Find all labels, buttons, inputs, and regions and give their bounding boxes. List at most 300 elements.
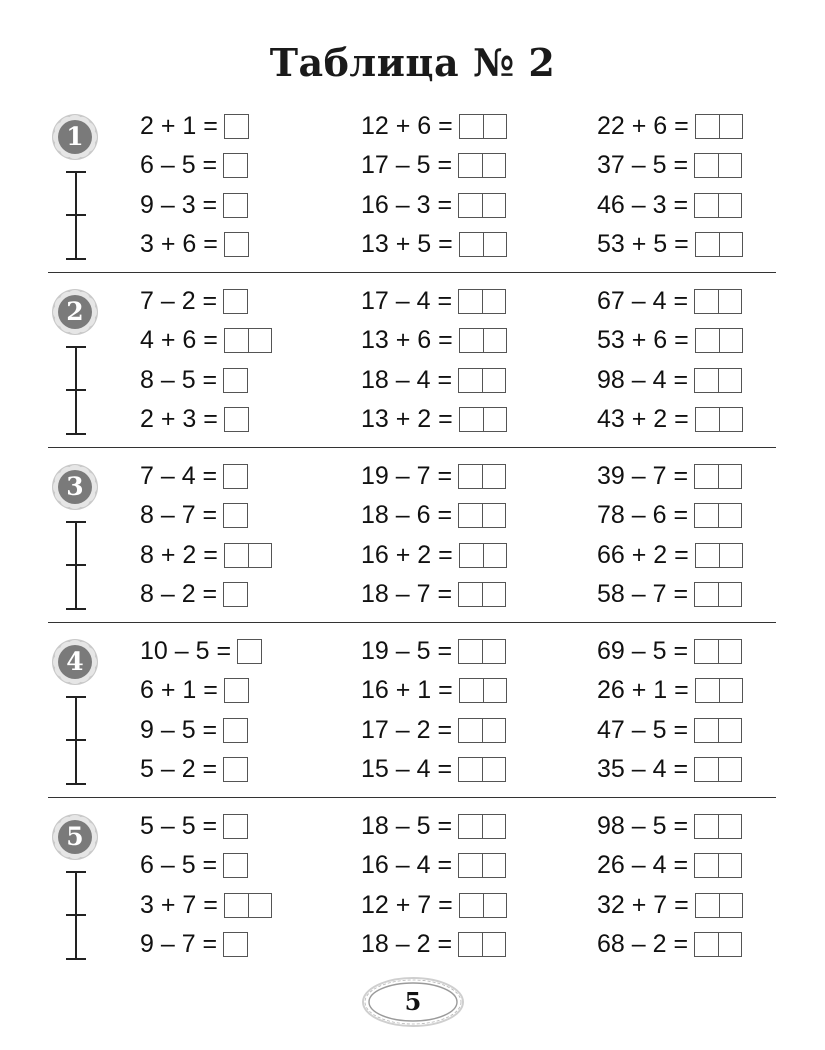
answer-cell[interactable]	[238, 640, 261, 663]
answer-cell[interactable]	[459, 854, 482, 877]
answer-box[interactable]	[224, 407, 249, 432]
answer-cell[interactable]	[459, 583, 482, 606]
answer-cell[interactable]	[482, 815, 505, 838]
equation	[361, 286, 506, 316]
equation	[597, 579, 742, 609]
two-digit-answer-box[interactable]	[695, 893, 743, 918]
answer-box[interactable]	[224, 114, 249, 139]
section-number: 3	[66, 472, 84, 501]
answer-box[interactable]	[223, 718, 248, 743]
equation	[140, 190, 248, 220]
equation	[140, 404, 249, 434]
equation-text: 19 – 5 =	[361, 636, 453, 665]
answer-cell[interactable]	[695, 194, 718, 217]
equation	[597, 286, 742, 316]
equation	[361, 929, 506, 959]
two-digit-answer-box[interactable]	[458, 368, 506, 393]
equation-text: 18 – 5 =	[361, 811, 453, 840]
answer-cell[interactable]	[483, 408, 506, 431]
two-digit-answer-box[interactable]	[458, 639, 506, 664]
answer-cell[interactable]	[483, 329, 506, 352]
answer-cell[interactable]	[695, 504, 718, 527]
two-digit-answer-box[interactable]	[459, 893, 507, 918]
two-digit-answer-box[interactable]	[224, 893, 272, 918]
answer-cell[interactable]	[719, 679, 742, 702]
equation	[361, 150, 506, 180]
answer-cell[interactable]	[483, 115, 506, 138]
equation	[597, 850, 742, 880]
answer-cell[interactable]	[248, 329, 271, 352]
equation	[140, 636, 262, 666]
answer-cell[interactable]	[718, 640, 741, 663]
equation	[597, 461, 742, 491]
equation-text: 6 – 5 =	[140, 150, 218, 179]
equation-text: 13 + 2 =	[361, 404, 453, 433]
answer-cell[interactable]	[695, 719, 718, 742]
equation-text: 69 – 5 =	[597, 636, 689, 665]
equation-text: 43 + 2 =	[597, 404, 689, 433]
answer-box[interactable]	[223, 932, 248, 957]
two-digit-answer-box[interactable]	[459, 114, 507, 139]
two-digit-answer-box[interactable]	[458, 464, 506, 489]
equation	[597, 404, 743, 434]
equation	[597, 715, 742, 745]
equation	[361, 229, 507, 259]
answer-cell[interactable]	[696, 115, 719, 138]
answer-cell[interactable]	[459, 290, 482, 313]
equation	[361, 636, 506, 666]
section-number: 4	[66, 647, 84, 676]
answer-cell[interactable]	[719, 115, 742, 138]
two-digit-answer-box[interactable]	[694, 932, 742, 957]
equation	[140, 111, 249, 141]
section-divider	[48, 622, 776, 623]
two-digit-answer-box[interactable]	[694, 718, 742, 743]
answer-cell[interactable]	[483, 544, 506, 567]
answer-cell[interactable]	[224, 465, 247, 488]
equation	[597, 636, 742, 666]
equation	[597, 929, 742, 959]
equation	[361, 890, 507, 920]
answer-cell[interactable]	[225, 329, 248, 352]
page-number-badge	[361, 976, 465, 1028]
answer-box[interactable]	[223, 853, 248, 878]
section-badge	[51, 288, 99, 336]
equation	[361, 811, 506, 841]
answer-box[interactable]	[223, 757, 248, 782]
equation	[140, 890, 272, 920]
equation-text: 98 – 4 =	[597, 365, 689, 394]
equation	[140, 229, 249, 259]
equation	[597, 754, 742, 784]
equation	[140, 461, 248, 491]
equation	[140, 850, 248, 880]
equation	[140, 500, 248, 530]
two-digit-answer-box[interactable]	[695, 328, 743, 353]
answer-cell[interactable]	[482, 369, 505, 392]
equation	[361, 404, 507, 434]
answer-cell[interactable]	[482, 854, 505, 877]
answer-cell[interactable]	[460, 115, 483, 138]
section-divider	[48, 797, 776, 798]
equation-text: 26 + 1 =	[597, 675, 689, 704]
equation-text: 2 + 1 =	[140, 111, 218, 140]
answer-cell[interactable]	[459, 465, 482, 488]
exercise-section	[0, 453, 825, 628]
equation	[140, 286, 248, 316]
section-badge	[51, 638, 99, 686]
answer-cell[interactable]	[696, 329, 719, 352]
two-digit-answer-box[interactable]	[694, 289, 742, 314]
section-divider	[48, 447, 776, 448]
equation	[140, 365, 248, 395]
answer-cell[interactable]	[225, 894, 248, 917]
answer-cell[interactable]	[224, 194, 247, 217]
equation-text: 15 – 4 =	[361, 754, 453, 783]
answer-cell[interactable]	[718, 719, 741, 742]
answer-cell[interactable]	[224, 719, 247, 742]
answer-cell[interactable]	[718, 369, 741, 392]
equation	[597, 811, 742, 841]
answer-cell[interactable]	[224, 369, 247, 392]
equation-text: 18 – 4 =	[361, 365, 453, 394]
answer-cell[interactable]	[695, 854, 718, 877]
answer-cell[interactable]	[695, 640, 718, 663]
answer-cell[interactable]	[224, 933, 247, 956]
equation-text: 39 – 7 =	[597, 461, 689, 490]
answer-cell[interactable]	[695, 290, 718, 313]
answer-cell[interactable]	[224, 758, 247, 781]
equation-text: 12 + 6 =	[361, 111, 453, 140]
answer-cell[interactable]	[248, 544, 271, 567]
equation	[361, 500, 506, 530]
equation-text: 17 – 4 =	[361, 286, 453, 315]
two-digit-answer-box[interactable]	[694, 503, 742, 528]
answer-cell[interactable]	[224, 290, 247, 313]
answer-box[interactable]	[223, 464, 248, 489]
two-digit-answer-box[interactable]	[459, 328, 507, 353]
equation-text: 8 – 2 =	[140, 579, 218, 608]
equation	[597, 540, 743, 570]
equation	[140, 150, 248, 180]
equation-text: 3 + 6 =	[140, 229, 218, 258]
answer-cell[interactable]	[459, 758, 482, 781]
equation	[361, 461, 506, 491]
equation-text: 46 – 3 =	[597, 190, 689, 219]
equation-text: 8 – 5 =	[140, 365, 218, 394]
equation-text: 4 + 6 =	[140, 325, 218, 354]
equation-text: 22 + 6 =	[597, 111, 689, 140]
equation-text: 53 + 5 =	[597, 229, 689, 258]
answer-cell[interactable]	[696, 408, 719, 431]
two-digit-answer-box[interactable]	[695, 678, 743, 703]
equation-text: 67 – 4 =	[597, 286, 689, 315]
two-digit-answer-box[interactable]	[695, 407, 743, 432]
two-digit-answer-box[interactable]	[694, 814, 742, 839]
answer-cell[interactable]	[695, 369, 718, 392]
two-digit-answer-box[interactable]	[694, 464, 742, 489]
equation	[597, 111, 743, 141]
equation	[361, 540, 507, 570]
equation-text: 16 – 4 =	[361, 850, 453, 879]
two-digit-answer-box[interactable]	[458, 718, 506, 743]
equation-text: 13 + 5 =	[361, 229, 453, 258]
equation-text: 7 – 4 =	[140, 461, 218, 490]
answer-cell[interactable]	[718, 194, 741, 217]
two-digit-answer-box[interactable]	[458, 153, 506, 178]
equation-text: 16 + 2 =	[361, 540, 453, 569]
answer-cell[interactable]	[718, 154, 741, 177]
answer-cell[interactable]	[483, 679, 506, 702]
equation-text: 9 – 5 =	[140, 715, 218, 744]
equation	[361, 325, 507, 355]
two-digit-answer-box[interactable]	[695, 114, 743, 139]
answer-cell[interactable]	[696, 233, 719, 256]
answer-cell[interactable]	[718, 758, 741, 781]
answer-cell[interactable]	[695, 465, 718, 488]
answer-cell[interactable]	[459, 719, 482, 742]
page-number: 5	[404, 987, 422, 1016]
two-digit-answer-box[interactable]	[695, 543, 743, 568]
answer-cell[interactable]	[718, 933, 741, 956]
answer-cell[interactable]	[482, 194, 505, 217]
answer-box[interactable]	[237, 639, 262, 664]
answer-cell[interactable]	[719, 544, 742, 567]
answer-cell[interactable]	[225, 679, 248, 702]
ladder-icon	[66, 521, 86, 609]
equation	[597, 150, 742, 180]
two-digit-answer-box[interactable]	[694, 582, 742, 607]
answer-cell[interactable]	[460, 544, 483, 567]
equation	[597, 675, 743, 705]
two-digit-answer-box[interactable]	[694, 757, 742, 782]
answer-cell[interactable]	[459, 640, 482, 663]
answer-cell[interactable]	[225, 544, 248, 567]
equation-text: 32 + 7 =	[597, 890, 689, 919]
equation-text: 68 – 2 =	[597, 929, 689, 958]
answer-cell[interactable]	[695, 583, 718, 606]
page-title: Таблица № 2	[269, 40, 556, 85]
answer-cell[interactable]	[224, 583, 247, 606]
exercise-section	[0, 803, 825, 978]
exercise-section	[0, 103, 825, 278]
answer-cell[interactable]	[719, 894, 742, 917]
answer-cell[interactable]	[695, 933, 718, 956]
equation	[140, 325, 272, 355]
equation-text: 47 – 5 =	[597, 715, 689, 744]
equation	[140, 675, 249, 705]
section-divider	[48, 272, 776, 273]
answer-box[interactable]	[223, 153, 248, 178]
answer-cell[interactable]	[718, 583, 741, 606]
answer-cell[interactable]	[482, 583, 505, 606]
answer-cell[interactable]	[482, 719, 505, 742]
answer-cell[interactable]	[224, 504, 247, 527]
equation-text: 8 – 7 =	[140, 500, 218, 529]
equation	[597, 365, 742, 395]
two-digit-answer-box[interactable]	[224, 543, 272, 568]
answer-cell[interactable]	[248, 894, 271, 917]
equation-text: 16 + 1 =	[361, 675, 453, 704]
answer-cell[interactable]	[459, 815, 482, 838]
equation-text: 9 – 7 =	[140, 929, 218, 958]
answer-cell[interactable]	[459, 933, 482, 956]
equation	[361, 579, 506, 609]
equation-text: 18 – 6 =	[361, 500, 453, 529]
equation	[140, 811, 248, 841]
answer-cell[interactable]	[718, 290, 741, 313]
equation-text: 17 – 2 =	[361, 715, 453, 744]
two-digit-answer-box[interactable]	[459, 232, 507, 257]
answer-box[interactable]	[223, 814, 248, 839]
answer-cell[interactable]	[718, 815, 741, 838]
answer-cell[interactable]	[459, 154, 482, 177]
equation-text: 26 – 4 =	[597, 850, 689, 879]
answer-box[interactable]	[223, 503, 248, 528]
two-digit-answer-box[interactable]	[459, 543, 507, 568]
equation-text: 17 – 5 =	[361, 150, 453, 179]
answer-cell[interactable]	[718, 504, 741, 527]
equation-text: 98 – 5 =	[597, 811, 689, 840]
answer-box[interactable]	[223, 368, 248, 393]
equation	[140, 579, 248, 609]
equation-text: 6 + 1 =	[140, 675, 218, 704]
equation	[361, 365, 506, 395]
answer-cell[interactable]	[224, 154, 247, 177]
answer-cell[interactable]	[225, 408, 248, 431]
equation-text: 12 + 7 =	[361, 890, 453, 919]
answer-cell[interactable]	[696, 679, 719, 702]
answer-cell[interactable]	[482, 290, 505, 313]
answer-cell[interactable]	[696, 894, 719, 917]
answer-cell[interactable]	[224, 854, 247, 877]
equation-text: 35 – 4 =	[597, 754, 689, 783]
two-digit-answer-box[interactable]	[694, 193, 742, 218]
answer-cell[interactable]	[695, 154, 718, 177]
section-number: 1	[66, 122, 84, 151]
answer-cell[interactable]	[696, 544, 719, 567]
equation-text: 53 + 6 =	[597, 325, 689, 354]
equation-text: 3 + 7 =	[140, 890, 218, 919]
answer-box[interactable]	[224, 678, 249, 703]
equation	[361, 111, 507, 141]
answer-cell[interactable]	[482, 154, 505, 177]
two-digit-answer-box[interactable]	[694, 853, 742, 878]
answer-cell[interactable]	[459, 194, 482, 217]
answer-box[interactable]	[223, 193, 248, 218]
section-badge	[51, 113, 99, 161]
answer-cell[interactable]	[482, 465, 505, 488]
answer-cell[interactable]	[225, 115, 248, 138]
answer-cell[interactable]	[695, 815, 718, 838]
answer-cell[interactable]	[483, 894, 506, 917]
answer-cell[interactable]	[460, 233, 483, 256]
answer-box[interactable]	[224, 232, 249, 257]
equation-text: 9 – 3 =	[140, 190, 218, 219]
two-digit-answer-box[interactable]	[459, 678, 507, 703]
answer-cell[interactable]	[719, 329, 742, 352]
equation	[140, 929, 248, 959]
equation	[597, 500, 742, 530]
exercise-section	[0, 628, 825, 803]
answer-cell[interactable]	[459, 504, 482, 527]
equation-text: 8 + 2 =	[140, 540, 218, 569]
two-digit-answer-box[interactable]	[694, 368, 742, 393]
two-digit-answer-box[interactable]	[458, 814, 506, 839]
answer-cell[interactable]	[719, 233, 742, 256]
answer-cell[interactable]	[482, 504, 505, 527]
answer-cell[interactable]	[482, 640, 505, 663]
equation-text: 10 – 5 =	[140, 636, 232, 665]
two-digit-answer-box[interactable]	[458, 932, 506, 957]
section-number: 5	[66, 822, 84, 851]
equation	[140, 754, 248, 784]
equation-text: 6 – 5 =	[140, 850, 218, 879]
equation-text: 58 – 7 =	[597, 579, 689, 608]
two-digit-answer-box[interactable]	[458, 503, 506, 528]
equation-text: 19 – 7 =	[361, 461, 453, 490]
equation-text: 2 + 3 =	[140, 404, 218, 433]
answer-cell[interactable]	[718, 854, 741, 877]
equation-text: 18 – 7 =	[361, 579, 453, 608]
answer-box[interactable]	[223, 582, 248, 607]
answer-cell[interactable]	[482, 933, 505, 956]
exercise-section	[0, 278, 825, 453]
answer-cell[interactable]	[460, 408, 483, 431]
equation	[361, 190, 506, 220]
ladder-icon	[66, 871, 86, 959]
two-digit-answer-box[interactable]	[695, 232, 743, 257]
equation	[361, 850, 506, 880]
two-digit-answer-box[interactable]	[458, 193, 506, 218]
answer-cell[interactable]	[483, 233, 506, 256]
section-badge	[51, 813, 99, 861]
answer-cell[interactable]	[225, 233, 248, 256]
answer-cell[interactable]	[460, 679, 483, 702]
equation-text: 16 – 3 =	[361, 190, 453, 219]
equation	[597, 890, 743, 920]
two-digit-answer-box[interactable]	[694, 639, 742, 664]
ladder-icon	[66, 346, 86, 434]
answer-cell[interactable]	[695, 758, 718, 781]
two-digit-answer-box[interactable]	[458, 289, 506, 314]
answer-cell[interactable]	[460, 894, 483, 917]
equation	[361, 715, 506, 745]
equation	[597, 229, 743, 259]
answer-box[interactable]	[223, 289, 248, 314]
ladder-icon	[66, 696, 86, 784]
equation	[597, 325, 743, 355]
answer-cell[interactable]	[482, 758, 505, 781]
two-digit-answer-box[interactable]	[224, 328, 272, 353]
equation-text: 7 – 2 =	[140, 286, 218, 315]
two-digit-answer-box[interactable]	[458, 757, 506, 782]
two-digit-answer-box[interactable]	[458, 582, 506, 607]
two-digit-answer-box[interactable]	[694, 153, 742, 178]
equation	[597, 190, 742, 220]
equation	[140, 715, 248, 745]
answer-cell[interactable]	[718, 465, 741, 488]
answer-cell[interactable]	[224, 815, 247, 838]
equation-text: 37 – 5 =	[597, 150, 689, 179]
two-digit-answer-box[interactable]	[459, 407, 507, 432]
two-digit-answer-box[interactable]	[458, 853, 506, 878]
answer-cell[interactable]	[460, 329, 483, 352]
equation-text: 66 + 2 =	[597, 540, 689, 569]
equation-text: 78 – 6 =	[597, 500, 689, 529]
answer-cell[interactable]	[459, 369, 482, 392]
answer-cell[interactable]	[719, 408, 742, 431]
